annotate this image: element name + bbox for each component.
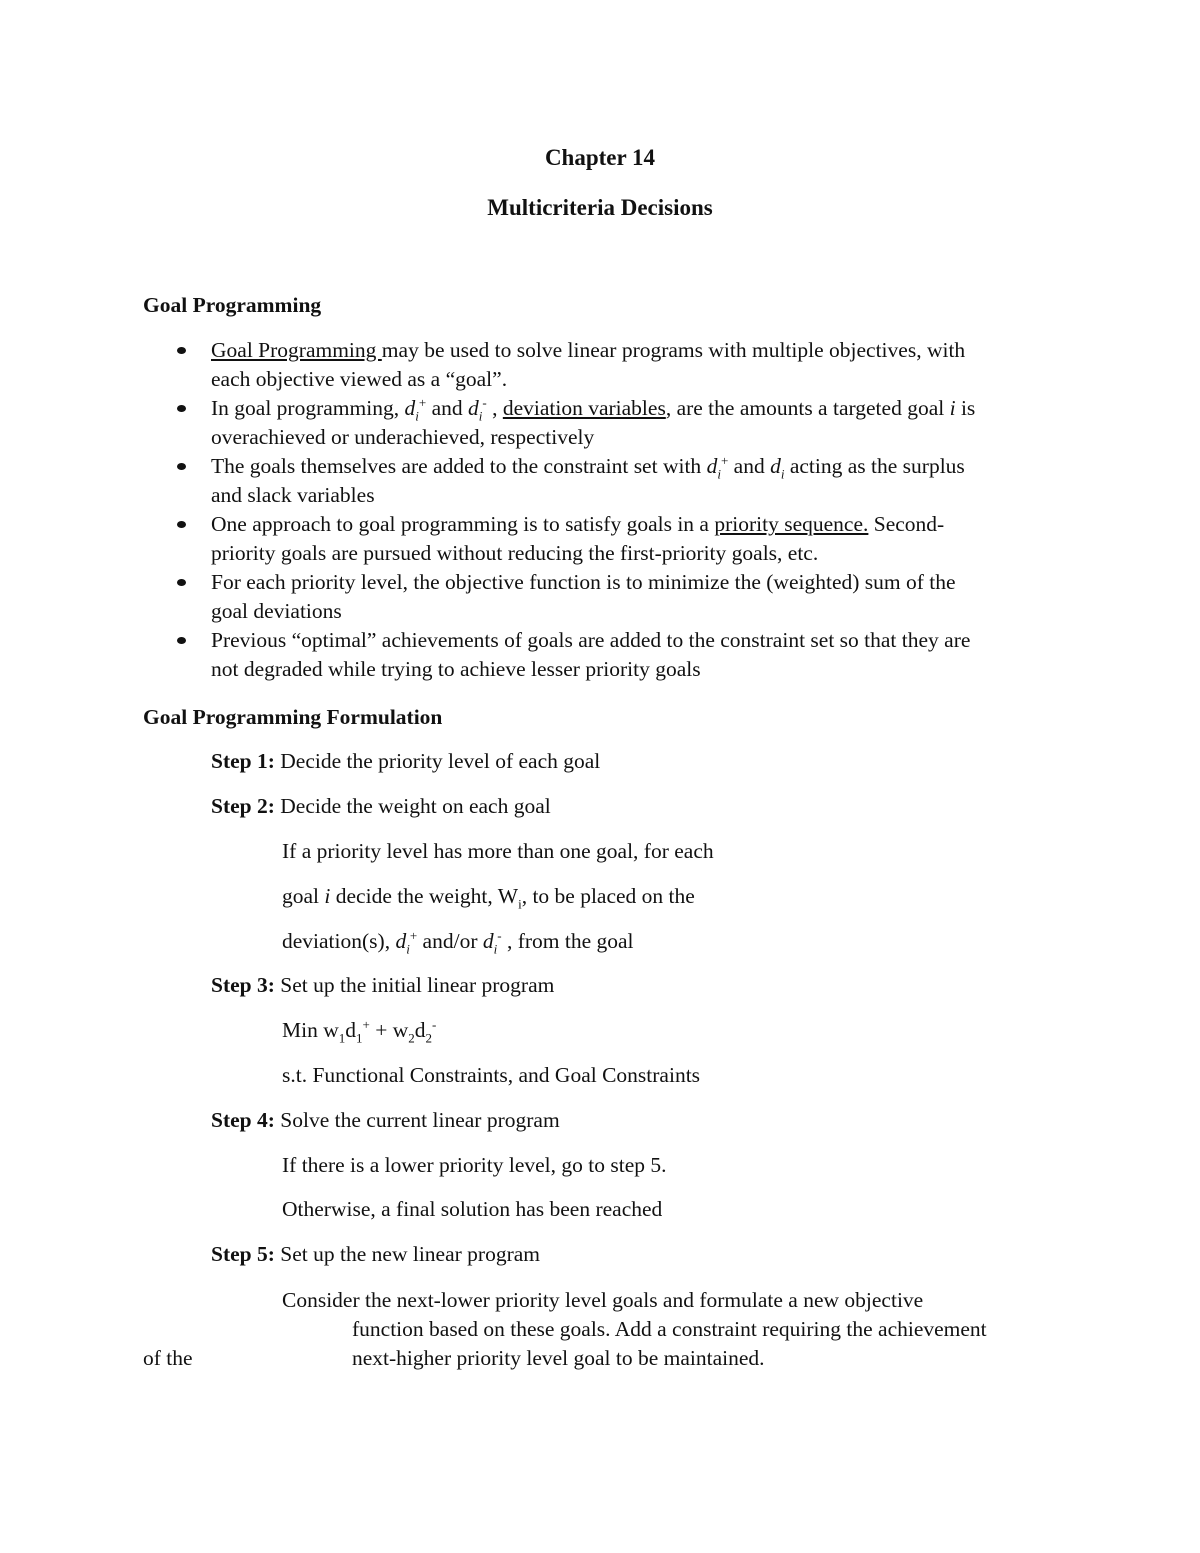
list-item [172, 626, 1072, 684]
step-3 [211, 971, 554, 1000]
step-label: Step 3: [211, 973, 275, 997]
text: The goals themselves are added to the constraint set with [211, 454, 707, 478]
var-sub: i [518, 896, 522, 912]
step-2-line-3 [282, 927, 634, 956]
text: , to be placed on the [521, 884, 695, 908]
step-3-objective [282, 1016, 436, 1045]
text: + w [369, 1018, 409, 1042]
text: One approach to goal programming is to satisfy goals in a [211, 512, 715, 536]
sub: 1 [356, 1030, 363, 1046]
bullet-icon [177, 637, 186, 644]
text: For each priority level, the objective function is to minimize the (weighted) sum of the [211, 570, 956, 594]
text: each objective viewed as a “goal”. [211, 367, 508, 391]
sub: 2 [425, 1030, 432, 1046]
bullet-icon [177, 521, 186, 528]
step-label: Step 2: [211, 794, 275, 818]
bullet-icon [177, 463, 186, 470]
text: goal [282, 884, 325, 908]
step-4-line-2: Otherwise, a final solution has been reached [282, 1197, 663, 1221]
list-item [172, 510, 1072, 568]
text: , are the amounts a targeted goal [665, 396, 950, 420]
text: goal deviations [211, 599, 342, 623]
text: Second- [868, 512, 945, 536]
text: , from the goal [501, 929, 634, 953]
term-priority-sequence: priority sequence. [714, 512, 869, 536]
text: may be used to solve linear programs with multiple objectives, with [381, 338, 966, 362]
var-sup: - [482, 394, 487, 410]
var-i: i [324, 884, 331, 908]
chapter-title: Chapter 14 [544, 145, 656, 170]
var-d: d [706, 454, 718, 478]
text: Min w [282, 1018, 339, 1042]
var-sub: i [780, 466, 785, 482]
chapter-subject: Multicriteria Decisions [487, 195, 713, 220]
sup: - [432, 1016, 437, 1032]
step-label: Step 1: [211, 749, 275, 773]
text: and slack variables [211, 483, 375, 507]
text: not degraded while trying to achieve lesser priority goals [211, 657, 701, 681]
list-item [172, 568, 1072, 626]
step-5-line-2: function based on these goals. Add a constraint requiring the achievement [352, 1317, 987, 1341]
step-text: Set up the new linear program [274, 1242, 540, 1266]
step-5 [211, 1240, 540, 1269]
text: In goal programming, [211, 396, 405, 420]
step-3-constraints: s.t. Functional Constraints, and Goal Constraints [282, 1063, 701, 1087]
var-sub: i [493, 941, 498, 957]
var-sup: + [418, 394, 427, 410]
text: and [426, 396, 468, 420]
step-5-line-3: next-higher priority level goal to be maintained. [352, 1346, 765, 1370]
bullet-icon [177, 579, 186, 586]
text: overachieved or underachieved, respectively [211, 425, 595, 449]
step-5-line-1: Consider the next-lower priority level goals and formulate a new objective [282, 1288, 924, 1312]
var-d: d [482, 929, 494, 953]
text: d [414, 1018, 426, 1042]
var-sub: i [478, 408, 483, 424]
var-sub: i [415, 408, 419, 424]
var-sup: + [409, 927, 418, 943]
step-2 [211, 792, 551, 821]
step-text: Decide the weight on each goal [274, 794, 551, 818]
step-2-line-2 [282, 882, 695, 911]
text: , [486, 396, 503, 420]
text: Previous “optimal” achievements of goals are added to the constraint set so that they are [211, 628, 971, 652]
var-d: d [770, 454, 781, 478]
sub: 2 [408, 1030, 415, 1046]
var-d: d [395, 929, 407, 953]
text: decide the weight, W [330, 884, 519, 908]
var-d: d [467, 396, 479, 420]
list-item [172, 452, 1072, 510]
step-1 [211, 747, 600, 776]
bullet-icon [177, 347, 186, 354]
text: d [345, 1018, 356, 1042]
var-sub: i [406, 941, 410, 957]
text: is [955, 396, 976, 420]
var-sup: + [720, 452, 729, 468]
goal-programming-heading: Goal Programming [143, 293, 322, 317]
step-5-line-3-left: of the [143, 1346, 193, 1370]
sup: + [362, 1016, 370, 1032]
list-item [172, 336, 1072, 394]
text: deviation(s), [282, 929, 396, 953]
text: and [728, 454, 771, 478]
bullet-icon [177, 405, 186, 412]
text: and/or [417, 929, 483, 953]
step-2-line-1: If a priority level has more than one goal, for each [282, 839, 714, 863]
text: priority goals are pursued without reducing the first-priority goals, etc. [211, 541, 819, 565]
var-sub: i [717, 466, 721, 482]
formulation-heading: Goal Programming Formulation [143, 705, 443, 729]
step-text: Solve the current linear program [274, 1108, 560, 1132]
sub: 1 [338, 1030, 346, 1046]
step-text: Decide the priority level of each goal [274, 749, 601, 773]
step-4-line-1: If there is a lower priority level, go to step 5. [282, 1153, 667, 1177]
step-text: Set up the initial linear program [274, 973, 555, 997]
step-4 [211, 1106, 560, 1135]
list-item [172, 394, 1072, 452]
var-i: i [949, 396, 956, 420]
var-d: d [404, 396, 416, 420]
var-sup: - [497, 927, 502, 943]
step-label: Step 5: [211, 1242, 275, 1266]
term-goal-programming: Goal Programming [211, 338, 382, 362]
term-deviation-variables: deviation variables [502, 396, 666, 420]
goal-programming-bullets [172, 336, 1072, 684]
step-label: Step 4: [211, 1108, 275, 1132]
text: acting as the surplus [784, 454, 965, 478]
